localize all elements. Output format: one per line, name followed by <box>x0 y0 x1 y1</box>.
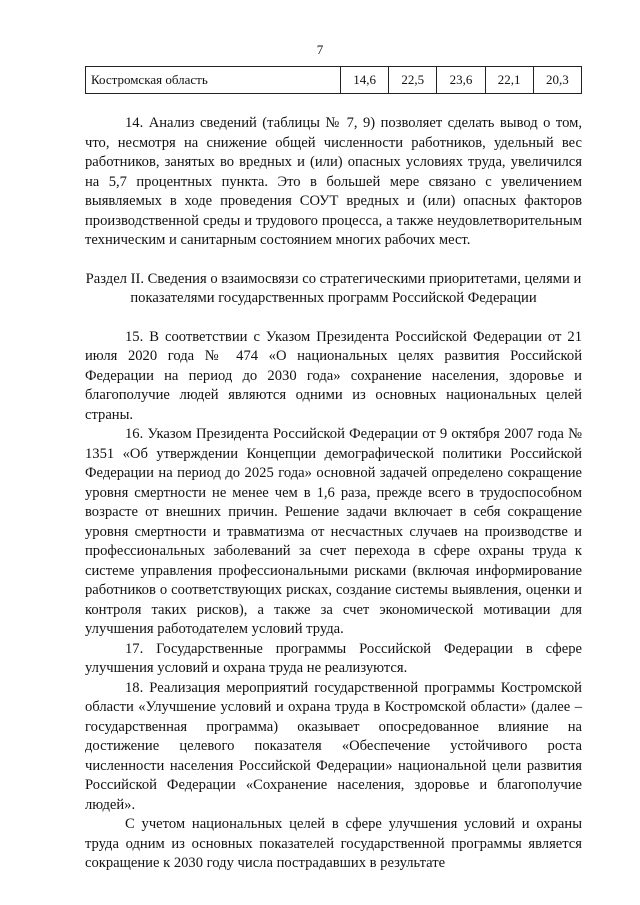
section-title: Раздел II. Сведения о взаимосвязи со стратегическими приоритетами, целями и показателями государственных программ Российской Федерации <box>85 270 582 306</box>
table-cell: 23,6 <box>437 67 485 94</box>
table-cell: 20,3 <box>533 67 581 94</box>
page-number: 7 <box>316 42 324 57</box>
table-cell: 22,5 <box>389 67 437 94</box>
paragraph-19: С учетом национальных целей в сфере улучшения условий и охраны труда одним из основных показателей государственной программы является сокращение к 2030 году числа пострадавших в результате <box>85 816 582 871</box>
paragraph-16: 16. Указом Президента Российской Федерации от 9 октября 2007 года № 1351 «Об утверждении Концепции демографической политики Российской Федерации на период до 2025 года» основной задачей определено сокращение уровня смертности не менее чем в 1,6 раза, прежде всего в трудоспособном возрасте от внешних причин. Решение задачи включает в себя сокращение уровня смертности и травматизма от несчастных случаев на производстве и профессиональных заболеваний за счет перехода в сфере охраны труда к системе управления профессиональными рисками (включая информирование работников о соответствующих рисках, создание системы выявления, оценки и контроля таких рисков), а также за счет экономической мотивации для улучшения работодателем условий труда. <box>85 426 582 637</box>
paragraph-15: 15. В соответствии с Указом Президента Российской Федерации от 21 июля 2020 года № 474 «О национальных целях развития Российской Федерации на период до 2030 года» сохранение населения, здоровье и благополучие людей являются одними из основных национальных целей страны. <box>85 328 582 423</box>
document-body <box>85 114 582 874</box>
data-table <box>85 66 582 94</box>
paragraph-17: 17. Государственные программы Российской Федерации в сфере улучшения условий и охрана труда не реализуются. <box>85 640 582 676</box>
paragraph-14: 14. Анализ сведений (таблицы № 7, 9) позволяет сделать вывод о том, что, несмотря на снижение общей численности работников, удельный вес работников, занятых во вредных и (или) опасных условиях труда, увеличился на 5,7 процентных пункта. Это в большей мере связано с увеличением выявляемых в ходе проведения СОУТ вредных и (или) опасных факторов производственной среды и трудового процесса, а также неудовлетворительным техническим и санитарным состоянием многих рабочих мест. <box>85 115 582 248</box>
table-row <box>86 67 582 94</box>
table-cell-region: Костромская область <box>86 67 341 94</box>
table-cell: 22,1 <box>485 67 533 94</box>
table-cell: 14,6 <box>341 67 389 94</box>
paragraph-18: 18. Реализация мероприятий государственной программы Костромской области «Улучшение условий и охрана труда в Костромской области» (далее – государственная программа) оказывает опосредованное влияние на достижение целевого показателя «Обеспечение устойчивого роста численности населения Российской Федерации» национальной цели развития Российской Федерации «Сохранение населения, здоровье и благополучие людей». <box>85 679 582 813</box>
